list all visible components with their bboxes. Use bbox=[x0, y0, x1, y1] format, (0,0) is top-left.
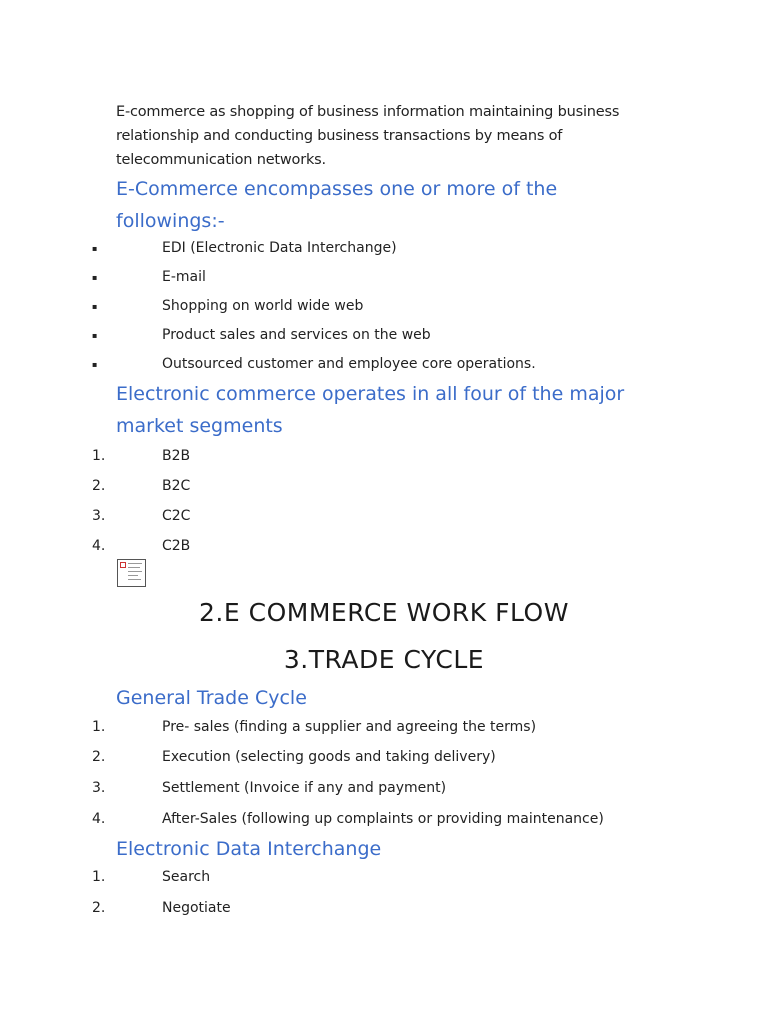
intro-line-1: E-commerce as shopping of business information maintaining business bbox=[116, 104, 620, 120]
list-number: 1. bbox=[92, 869, 106, 885]
list-number: 1. bbox=[92, 448, 106, 464]
list-item: Shopping on world wide web bbox=[162, 298, 364, 314]
intro-line-3: telecommunication networks. bbox=[116, 152, 326, 168]
section2-heading-line-2: market segments bbox=[116, 415, 283, 437]
bullet-marker: ▪ bbox=[92, 244, 98, 253]
list-item: C2C bbox=[162, 508, 191, 524]
list-number: 4. bbox=[92, 538, 106, 554]
section1-heading-line-1: E-Commerce encompasses one or more of the bbox=[116, 178, 558, 200]
section1-heading-line-2: followings:- bbox=[116, 210, 225, 232]
bullet-marker: ▪ bbox=[92, 331, 98, 340]
list-item: E-mail bbox=[162, 269, 206, 285]
list-item: After-Sales (following up complaints or providing maintenance) bbox=[162, 811, 604, 827]
general-trade-cycle-heading: General Trade Cycle bbox=[116, 687, 307, 709]
list-item: Negotiate bbox=[162, 900, 231, 916]
list-item: Search bbox=[162, 869, 211, 885]
list-number: 2. bbox=[92, 478, 106, 494]
list-item: B2B bbox=[162, 448, 191, 464]
list-item: Execution (selecting goods and taking delivery) bbox=[162, 749, 496, 765]
list-number: 1. bbox=[92, 719, 106, 735]
section2-heading-line-1: Electronic commerce operates in all four of the major bbox=[116, 383, 625, 405]
list-item: Pre- sales (finding a supplier and agreeing the terms) bbox=[162, 719, 537, 735]
list-item: Product sales and services on the web bbox=[162, 327, 431, 343]
list-number: 3. bbox=[92, 780, 106, 796]
list-number: 2. bbox=[92, 749, 106, 765]
list-item: EDI (Electronic Data Interchange) bbox=[162, 240, 397, 256]
list-item: B2C bbox=[162, 478, 191, 494]
list-number: 2. bbox=[92, 900, 106, 916]
list-number: 3. bbox=[92, 508, 106, 524]
list-item: Outsourced customer and employee core operations. bbox=[162, 356, 536, 372]
intro-line-2: relationship and conducting business transactions by means of bbox=[116, 128, 563, 144]
workflow-title: 2.E COMMERCE WORK FLOW bbox=[199, 598, 569, 627]
trade-cycle-title: 3.TRADE CYCLE bbox=[283, 645, 485, 674]
edi-heading: Electronic Data Interchange bbox=[116, 838, 382, 860]
list-item: Settlement (Invoice if any and payment) bbox=[162, 780, 447, 796]
bullet-marker: ▪ bbox=[92, 360, 98, 369]
broken-image-icon bbox=[117, 559, 146, 587]
bullet-marker: ▪ bbox=[92, 302, 98, 311]
list-item: C2B bbox=[162, 538, 191, 554]
bullet-marker: ▪ bbox=[92, 273, 98, 282]
list-number: 4. bbox=[92, 811, 106, 827]
